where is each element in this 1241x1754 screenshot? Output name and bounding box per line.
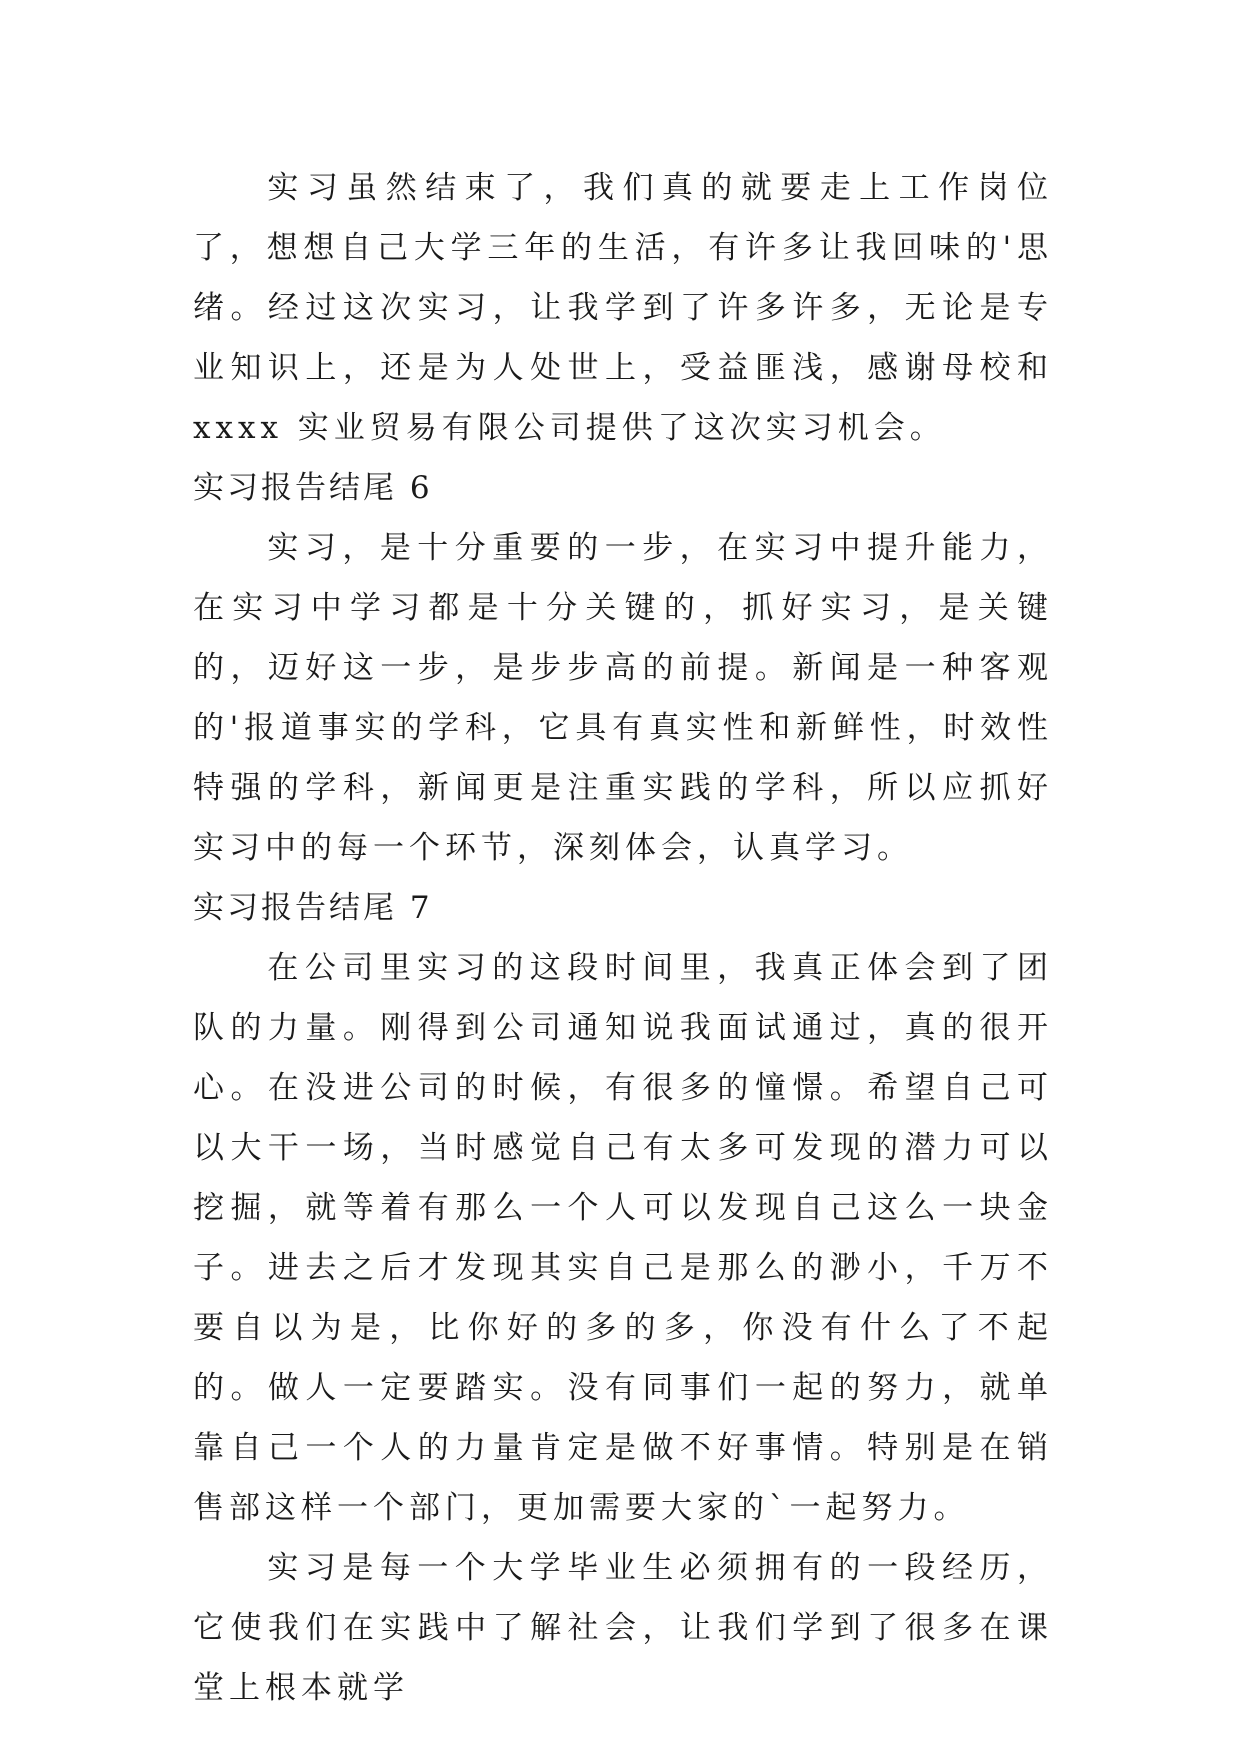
paragraph-graduate-experience: 实习是每一个大学毕业生必须拥有的一段经历，它使我们在实践中了解社会，让我们学到了很多在课堂上根本就学 (193, 1550, 1053, 1706)
document-body (193, 158, 1053, 1718)
paragraph-internship-ending: 实习虽然结束了，我们真的就要走上工作岗位了，想想自己大学三年的生活，有许多让我回味的'思绪。经过这次实习，让我学到了许多许多，无论是专业知识上，还是为人处世上，受益匪浅，感谢母校和 xxxx 实业贸易有限公司提供了这次实习机会。 (193, 170, 1053, 446)
section-heading-6: 实习报告结尾 6 (193, 470, 433, 506)
paragraph-team-strength: 在公司里实习的这段时间里，我真正体会到了团队的力量。刚得到公司通知说我面试通过，真的很开心。在没进公司的时候，有很多的憧憬。希望自己可以大干一场，当时感觉自己有太多可发现的潜力可以挖掘，就等着有那么一个人可以发现自己这么一块金子。进去之后才发现其实自己是那么的渺小，千万不要自以为是，比你好的多的多，你没有什么了不起的。做人一定要踏实。没有同事们一起的努力，就单靠自己一个人的力量肯定是做不好事情。特别是在销售部这样一个部门，更加需要大家的`一起努力。 (193, 950, 1053, 1526)
paragraph-journalism-practice: 实习，是十分重要的一步，在实习中提升能力，在实习中学习都是十分关键的，抓好实习，是关键的，迈好这一步，是步步高的前提。新闻是一种客观的'报道事实的学科，它具有真实性和新鲜性，时效性特强的学科，新闻更是注重实践的学科，所以应抓好实习中的每一个环节，深刻体会，认真学习。 (193, 530, 1053, 866)
section-heading-7: 实习报告结尾 7 (193, 890, 433, 926)
